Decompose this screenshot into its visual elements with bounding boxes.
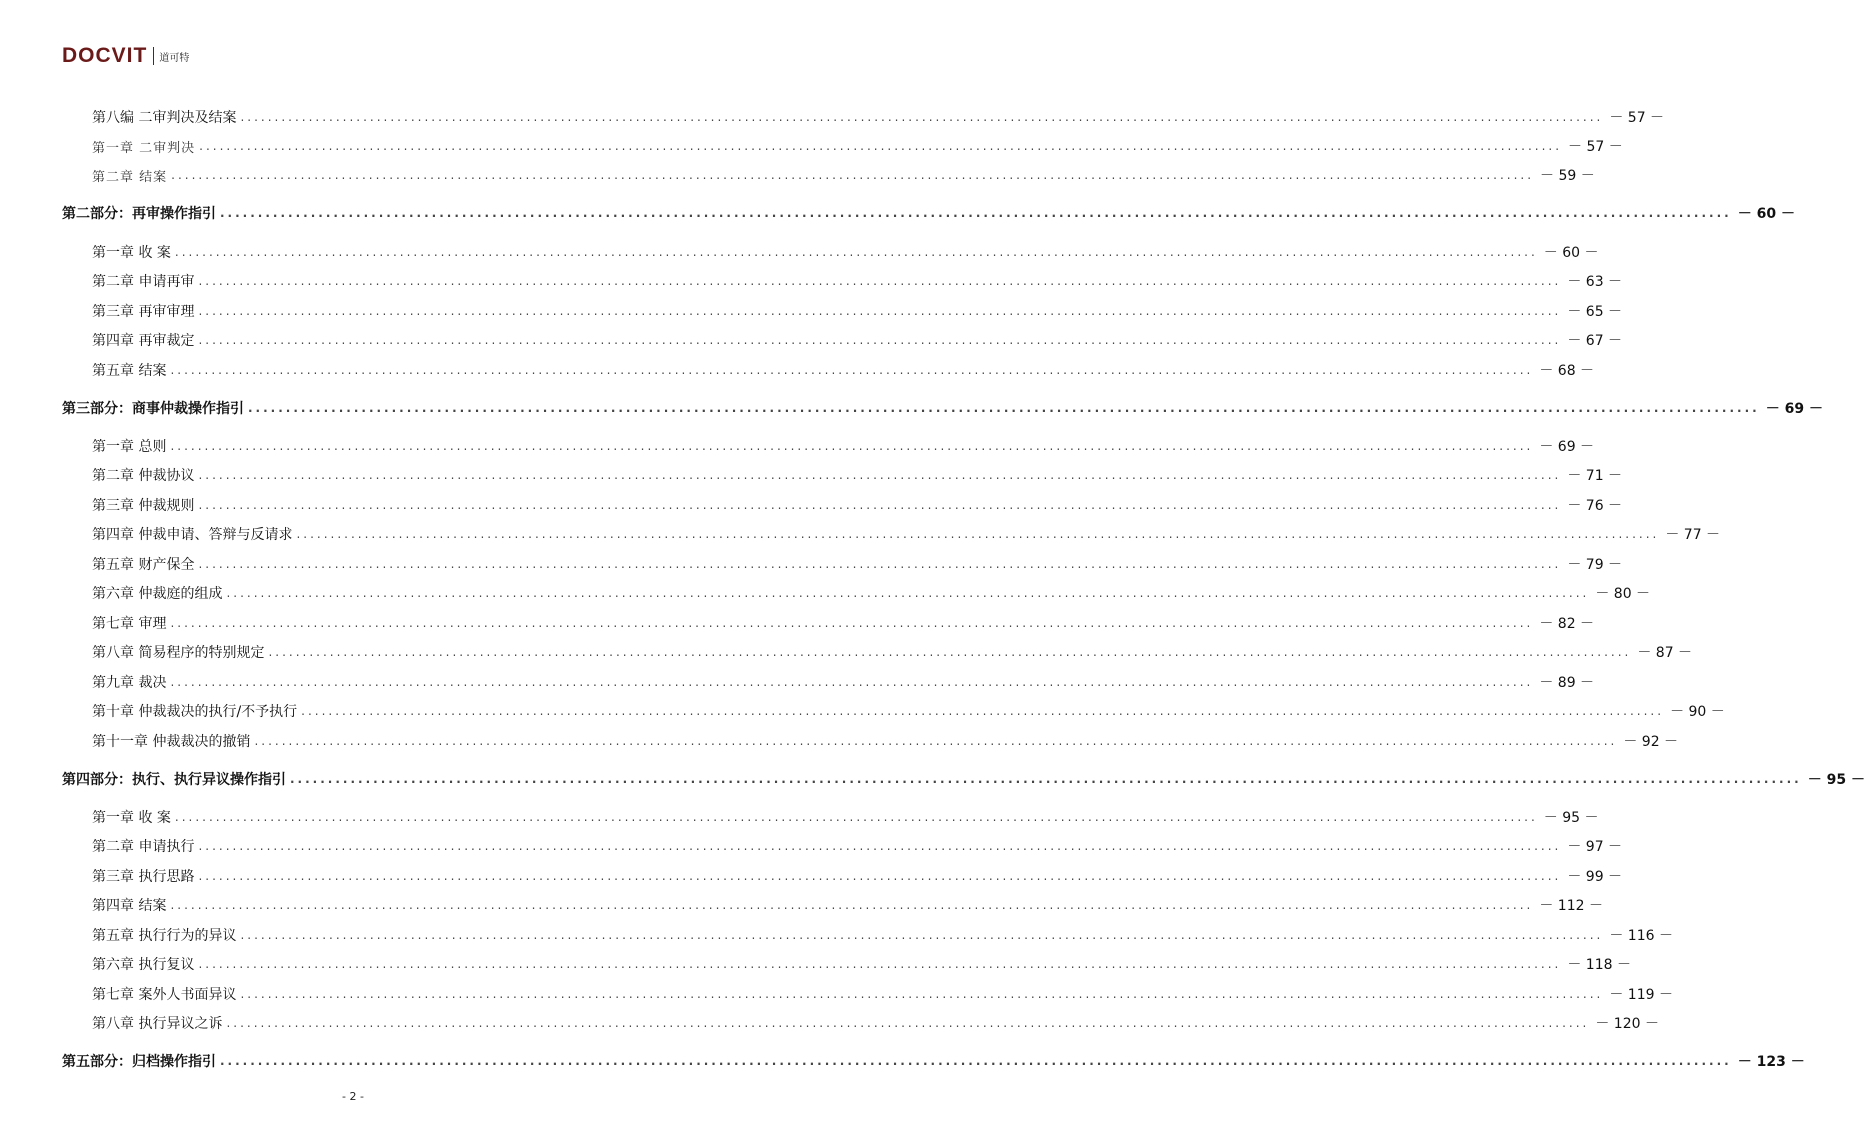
- dot-leader: ........................................................................................................................................................................................................: [220, 206, 1732, 220]
- toc-entry-title: 第九章 裁决: [92, 675, 167, 691]
- toc-entry-page: － 79 －: [1567, 557, 1623, 573]
- toc-part-entry[interactable]: [0, 203, 1795, 223]
- toc-entry-page: － 97 －: [1567, 839, 1623, 855]
- toc-entry-title: 第六章 仲裁庭的组成: [92, 586, 223, 602]
- toc-chapter-entry[interactable]: [0, 107, 1665, 127]
- dot-leader: ........................................................................................................................................................................................................: [248, 401, 1760, 415]
- toc-chapter-entry[interactable]: [0, 136, 1623, 156]
- toc-entry-title: 第三部分：商事仲裁操作指引: [62, 401, 244, 417]
- dot-leader: ........................................................................................................................................................................................................: [170, 675, 1534, 689]
- toc-chapter-entry[interactable]: [0, 984, 1673, 1004]
- toc-entry-title: 第五章 结案: [92, 363, 167, 379]
- dot-leader: ........................................................................................................................................................................................................: [198, 957, 1562, 971]
- toc-entry-title: 第七章 审理: [92, 616, 167, 632]
- toc-chapter-entry[interactable]: [0, 330, 1623, 350]
- toc-entry-title: 第一章 收 案: [92, 245, 171, 261]
- toc-entry-page: － 116 －: [1609, 928, 1673, 944]
- toc-entry-page: － 57 －: [1568, 139, 1623, 155]
- toc-chapter-entry[interactable]: [0, 524, 1721, 544]
- toc-chapter-entry[interactable]: [0, 701, 1725, 721]
- toc-entry-title: 第七章 案外人书面异议: [92, 987, 237, 1003]
- toc-entry-page: － 80 －: [1595, 586, 1651, 602]
- toc-chapter-entry[interactable]: [0, 807, 1599, 827]
- toc-entry-page: － 69 －: [1765, 401, 1823, 417]
- toc-chapter-entry[interactable]: [0, 165, 1595, 185]
- toc-part-entry[interactable]: [0, 1051, 1805, 1071]
- dot-leader: ........................................................................................................................................................................................................: [226, 1016, 1590, 1030]
- dot-leader: ........................................................................................................................................................................................................: [198, 839, 1562, 853]
- toc-chapter-entry[interactable]: [0, 242, 1599, 262]
- toc-entry-page: － 60 －: [1737, 206, 1795, 222]
- dot-leader: ........................................................................................................................................................................................................: [174, 810, 1538, 824]
- toc-chapter-entry[interactable]: [0, 836, 1623, 856]
- toc-entry-page: － 90 －: [1670, 704, 1725, 720]
- toc-entry-title: 第二章 申请执行: [92, 839, 195, 855]
- dot-leader: ........................................................................................................................................................................................................: [240, 987, 1604, 1001]
- toc-chapter-entry[interactable]: [0, 1013, 1659, 1033]
- dot-leader: ........................................................................................................................................................................................................: [268, 645, 1632, 659]
- logo-text: DOCVIT: [62, 44, 148, 67]
- toc-entry-page: － 67 －: [1567, 333, 1623, 349]
- toc-chapter-entry[interactable]: [0, 925, 1673, 945]
- toc-chapter-entry[interactable]: [0, 895, 1603, 915]
- toc-chapter-entry[interactable]: [0, 672, 1595, 692]
- dot-leader: ........................................................................................................................................................................................................: [174, 245, 1538, 259]
- toc-entry-title: 第四章 结案: [92, 898, 167, 914]
- dot-leader: ........................................................................................................................................................................................................: [199, 139, 1563, 153]
- toc-entry-page: － 99 －: [1567, 869, 1623, 885]
- toc-entry-title: 第一章 收 案: [92, 810, 171, 826]
- toc-part-entry[interactable]: [0, 769, 1865, 789]
- toc-chapter-entry[interactable]: [0, 613, 1595, 633]
- toc-entry-page: － 65 －: [1567, 304, 1623, 320]
- toc-entry-page: － 59 －: [1540, 168, 1595, 184]
- toc-entry-title: 第六章 执行复议: [92, 957, 195, 973]
- toc-entry-page: － 120 －: [1595, 1016, 1659, 1032]
- toc-entry-title: 第五部分：归档操作指引: [62, 1054, 216, 1070]
- toc-entry-title: 第三章 仲裁规则: [92, 498, 195, 514]
- dot-leader: ........................................................................................................................................................................................................: [198, 557, 1562, 571]
- toc-entry-page: － 68 －: [1539, 363, 1595, 379]
- toc-chapter-entry[interactable]: [0, 301, 1623, 321]
- toc-entry-page: － 63 －: [1567, 274, 1623, 290]
- toc-chapter-entry[interactable]: [0, 360, 1595, 380]
- dot-leader: ........................................................................................................................................................................................................: [240, 928, 1604, 942]
- toc-chapter-entry[interactable]: [0, 954, 1631, 974]
- toc-chapter-entry[interactable]: [0, 642, 1693, 662]
- toc-entry-page: － 82 －: [1539, 616, 1595, 632]
- toc-chapter-entry[interactable]: [0, 495, 1623, 515]
- dot-leader: ........................................................................................................................................................................................................: [198, 333, 1562, 347]
- toc-entry-title: 第四章 再审裁定: [92, 333, 195, 349]
- page-number: - 2 -: [342, 1090, 364, 1103]
- toc-chapter-entry[interactable]: [0, 866, 1623, 886]
- dot-leader: ........................................................................................................................................................................................................: [254, 734, 1618, 748]
- toc-chapter-entry[interactable]: [0, 554, 1623, 574]
- toc-entry-title: 第一章 二审判决: [92, 140, 196, 156]
- toc-entry-page: － 77 －: [1665, 527, 1721, 543]
- toc-entry-page: － 95 －: [1543, 810, 1599, 826]
- dot-leader: ........................................................................................................................................................................................................: [171, 168, 1535, 182]
- toc-entry-title: 第四章 仲裁申请、答辩与反请求: [92, 527, 293, 543]
- dot-leader: ........................................................................................................................................................................................................: [301, 704, 1665, 718]
- toc-entry-title: 第二章 结案: [92, 169, 168, 185]
- toc-entry-page: － 60 －: [1543, 245, 1599, 261]
- toc-part-entry[interactable]: [0, 398, 1823, 418]
- dot-leader: ........................................................................................................................................................................................................: [198, 274, 1562, 288]
- dot-leader: ........................................................................................................................................................................................................: [198, 468, 1562, 482]
- logo-subtitle: 道可特: [159, 52, 190, 64]
- dot-leader: ........................................................................................................................................................................................................: [226, 586, 1590, 600]
- toc-chapter-entry[interactable]: [0, 583, 1651, 603]
- toc-entry-title: 第一章 总则: [92, 439, 167, 455]
- dot-leader: ........................................................................................................................................................................................................: [220, 1054, 1732, 1068]
- dot-leader: ........................................................................................................................................................................................................: [170, 439, 1534, 453]
- toc-entry-page: － 92 －: [1623, 734, 1679, 750]
- toc-entry-title: 第八章 简易程序的特别规定: [92, 645, 265, 661]
- toc-entry-title: 第八编 二审判决及结案: [92, 110, 237, 126]
- dot-leader: ........................................................................................................................................................................................................: [170, 616, 1534, 630]
- toc-entry-title: 第二章 申请再审: [92, 274, 195, 290]
- toc-entry-page: － 57 －: [1609, 110, 1665, 126]
- dot-leader: ........................................................................................................................................................................................................: [170, 898, 1534, 912]
- toc-chapter-entry[interactable]: [0, 271, 1623, 291]
- toc-entry-title: 第十一章 仲裁裁决的撤销: [92, 734, 251, 750]
- toc-chapter-entry[interactable]: [0, 436, 1595, 456]
- toc-entry-title: 第四部分：执行、执行异议操作指引: [62, 772, 286, 788]
- toc-entry-page: － 112 －: [1539, 898, 1603, 914]
- dot-leader: ........................................................................................................................................................................................................: [290, 772, 1802, 786]
- toc-entry-title: 第三章 再审审理: [92, 304, 195, 320]
- toc-entry-title: 第三章 执行思路: [92, 869, 195, 885]
- toc-entry-title: 第二部分：再审操作指引: [62, 206, 216, 222]
- dot-leader: ........................................................................................................................................................................................................: [240, 110, 1604, 124]
- toc-chapter-entry[interactable]: [0, 465, 1623, 485]
- dot-leader: ........................................................................................................................................................................................................: [296, 527, 1660, 541]
- toc-entry-page: － 69 －: [1539, 439, 1595, 455]
- toc-entry-title: 第八章 执行异议之诉: [92, 1016, 223, 1032]
- logo-divider: [153, 47, 154, 65]
- toc-entry-page: － 87 －: [1637, 645, 1693, 661]
- toc-entry-page: － 119 －: [1609, 987, 1673, 1003]
- toc-entry-page: － 71 －: [1567, 468, 1623, 484]
- dot-leader: ........................................................................................................................................................................................................: [198, 498, 1562, 512]
- toc-entry-page: － 95 －: [1807, 772, 1865, 788]
- toc-entry-page: － 118 －: [1567, 957, 1631, 973]
- toc-entry-page: － 76 －: [1567, 498, 1623, 514]
- toc-entry-title: 第五章 财产保全: [92, 557, 195, 573]
- toc-entry-title: 第五章 执行行为的异议: [92, 928, 237, 944]
- toc-entry-page: － 123 －: [1737, 1054, 1805, 1070]
- toc-chapter-entry[interactable]: [0, 731, 1679, 751]
- toc-entry-title: 第二章 仲裁协议: [92, 468, 195, 484]
- dot-leader: ........................................................................................................................................................................................................: [198, 869, 1562, 883]
- dot-leader: ........................................................................................................................................................................................................: [170, 363, 1534, 377]
- dot-leader: ........................................................................................................................................................................................................: [198, 304, 1562, 318]
- docvit-logo: [62, 44, 189, 68]
- toc-entry-title: 第十章 仲裁裁决的执行/不予执行: [92, 704, 298, 720]
- toc-entry-page: － 89 －: [1539, 675, 1595, 691]
